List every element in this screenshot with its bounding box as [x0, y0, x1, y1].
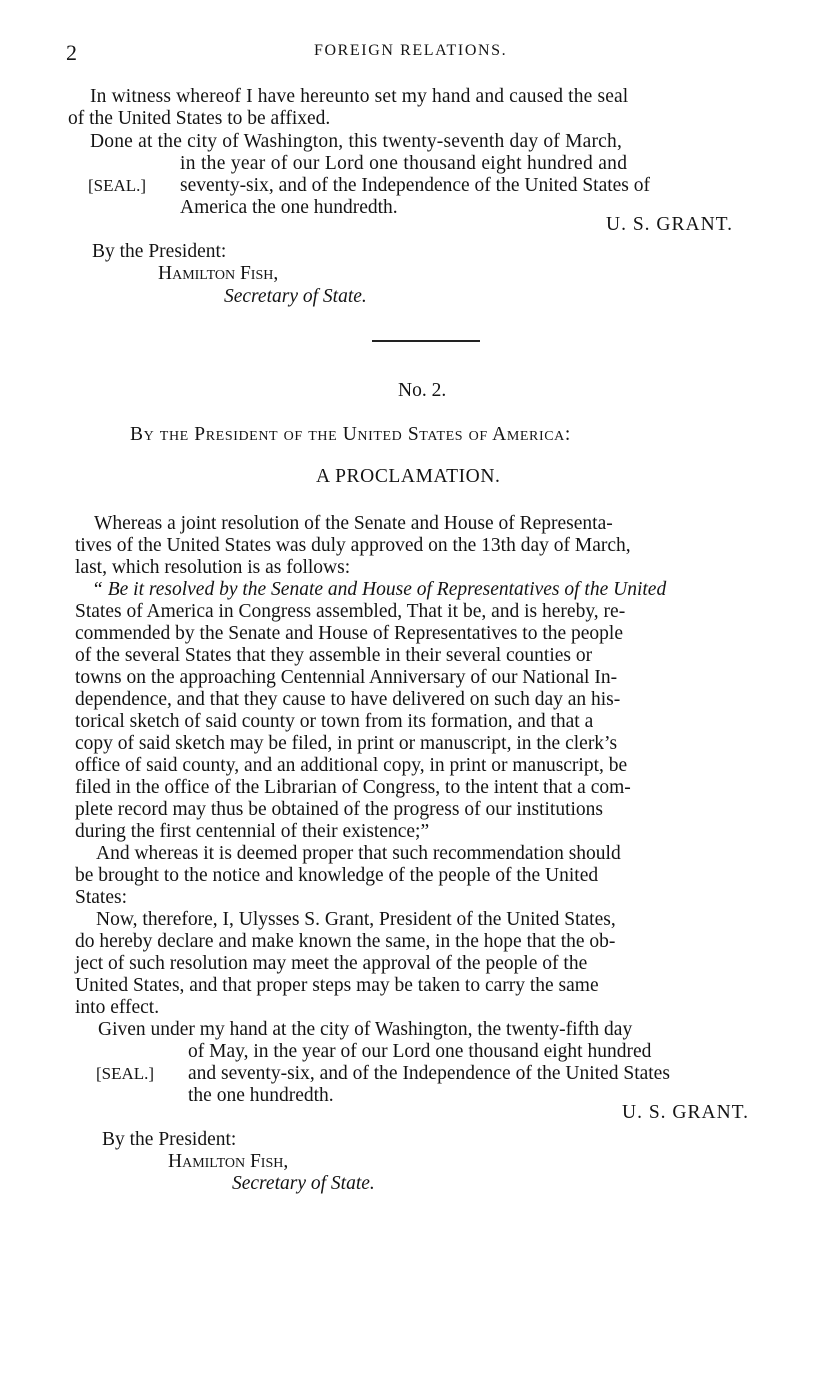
body-line: filed in the office of the Librarian of Congress, to the intent that a com- [75, 777, 631, 798]
seal-mark: [SEAL.] [96, 1064, 155, 1083]
done-line-4: America the one hundredth. [180, 197, 398, 218]
body-line: the one hundredth. [188, 1085, 334, 1106]
seal-mark: [SEAL.] [88, 176, 147, 195]
body-line: of the several States that they assemble in their several counties or [75, 645, 593, 666]
body-line: States of America in Congress assembled, That it be, and is hereby, re- [75, 601, 626, 622]
body-line: last, which resolution is as follows: [75, 557, 351, 578]
by-the-president: By the President: [102, 1129, 237, 1150]
page-number: 2 [66, 40, 77, 65]
body-line: torical sketch of said county or town from its formation, and that a [75, 711, 594, 732]
body-line: United States, and that proper steps may be taken to carry the same [75, 975, 599, 996]
body-line: do hereby declare and make known the same, in the hope that the ob- [75, 931, 616, 952]
body-line: of May, in the year of our Lord one thousand eight hundred [188, 1041, 652, 1062]
body-line: towns on the approaching Centennial Anniversary of our National In- [75, 667, 618, 688]
body-line: office of said county, and an additional copy, in print or manuscript, be [75, 755, 628, 776]
body-line: Now, therefore, I, Ulysses S. Grant, President of the United States, [96, 909, 616, 930]
document-number: No. 2. [398, 380, 447, 401]
body-line: and seventy-six, and of the Independence of the United States [188, 1063, 670, 1084]
body-line: “ Be it resolved by the Senate and House of Representatives of the United [92, 579, 667, 600]
body-line: be brought to the notice and knowledge of the people of the United [75, 865, 599, 886]
witness-line-2: of the United States to be affixed. [68, 108, 331, 129]
running-header: FOREIGN RELATIONS. [314, 42, 508, 59]
body-line: dependence, and that they cause to have delivered on such day an his- [75, 689, 621, 710]
body-line: Whereas a joint resolution of the Senate and House of Representa- [94, 513, 613, 534]
witness-line-1: In witness whereof I have hereunto set my hand and caused the seal [90, 86, 629, 107]
done-line-1: Done at the city of Washington, this twenty-seventh day of March, [90, 131, 623, 152]
signature: U. S. GRANT. [622, 1102, 750, 1123]
signature: U. S. GRANT. [606, 214, 734, 235]
body-line: commended by the Senate and House of Representatives to the people [75, 623, 623, 644]
secretary-name: Hamilton Fish, [168, 1151, 289, 1172]
proclamation-heading: By the President of the United States of America: [130, 424, 571, 445]
proclamation-title: A PROCLAMATION. [316, 466, 501, 487]
body-line: States: [75, 887, 127, 908]
body-line: into effect. [75, 997, 160, 1018]
body-line: plete record may thus be obtained of the progress of our institutions [75, 799, 604, 820]
body-line: during the first centennial of their existence;” [75, 821, 430, 842]
by-the-president: By the President: [92, 241, 227, 262]
done-line-2: in the year of our Lord one thousand eight hundred and [180, 153, 628, 174]
secretary-name: Hamilton Fish, [158, 263, 279, 284]
secretary-title: Secretary of State. [224, 286, 367, 307]
body-line: ject of such resolution may meet the approval of the people of the [75, 953, 588, 974]
body-line: Given under my hand at the city of Washington, the twenty-fifth day [98, 1019, 633, 1040]
body-line: copy of said sketch may be filed, in print or manuscript, in the clerk’s [75, 733, 618, 754]
body-line: tives of the United States was duly approved on the 13th day of March, [75, 535, 631, 556]
body-line: And whereas it is deemed proper that such recommendation should [96, 843, 621, 864]
done-line-3: seventy-six, and of the Independence of the United States of [180, 175, 651, 196]
section-divider [372, 340, 480, 342]
secretary-title: Secretary of State. [232, 1173, 375, 1194]
